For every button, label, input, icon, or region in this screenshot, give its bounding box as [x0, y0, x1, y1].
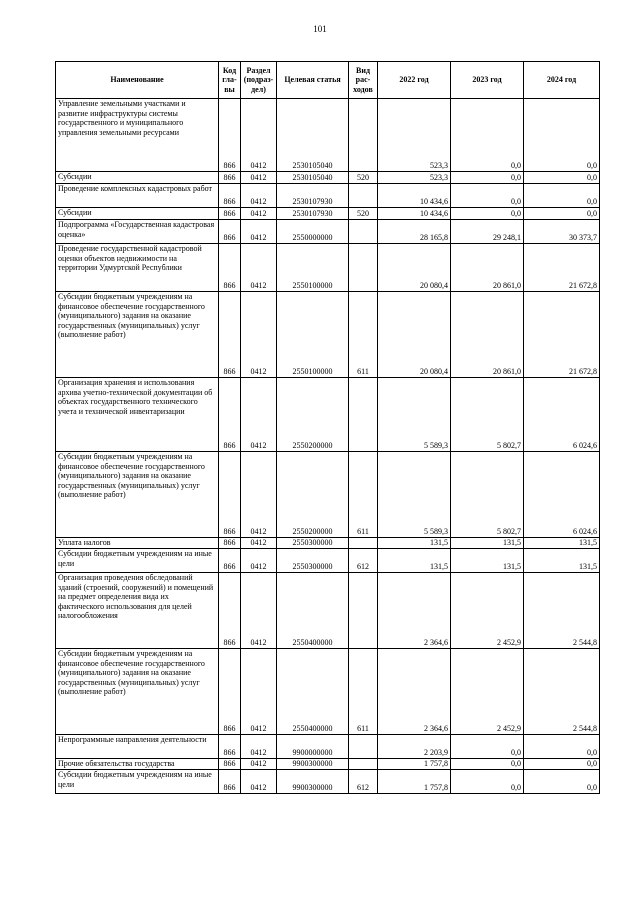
table-row: [56, 735, 600, 759]
row-value-2024: 0,0: [524, 172, 600, 184]
row-name: Субсидии бюджетным учреждениям на финансовое обеспечение государственного (муниципального) задания на оказание государственных (муниципальных) услуг (выполнение работ): [56, 649, 219, 735]
row-name: Управление земельными участками и развитие инфраструктуры системы государственного и муниципального управления земельными ресурсами: [56, 99, 219, 172]
row-expense-type: 611: [349, 452, 378, 538]
row-target: 9900300000: [277, 770, 349, 794]
table-row: [56, 220, 600, 244]
header-expense-type: Вид рас- ходов: [349, 62, 378, 99]
row-value-2023: 0,0: [451, 735, 524, 759]
row-value-2022: 5 589,3: [378, 452, 451, 538]
row-expense-type: 611: [349, 649, 378, 735]
row-section: 0412: [241, 292, 277, 378]
row-name: Организация хранения и использования архива учетно-технической документации об объектах государственного технического учета и технической инвентаризации: [56, 378, 219, 452]
row-value-2023: 2 452,9: [451, 649, 524, 735]
row-section: 0412: [241, 759, 277, 770]
row-expense-type: [349, 184, 378, 208]
row-name: Организация проведения обследований зданий (строений, сооружений) и помещений на предмет определения вида их фактического использования для целей налогообложения: [56, 573, 219, 649]
row-value-2024: 0,0: [524, 759, 600, 770]
row-code: 866: [219, 220, 241, 244]
row-value-2023: 2 452,9: [451, 573, 524, 649]
table-row: [56, 549, 600, 573]
row-code: 866: [219, 172, 241, 184]
row-expense-type: [349, 759, 378, 770]
row-value-2022: 1 757,8: [378, 770, 451, 794]
row-code: 866: [219, 538, 241, 549]
row-name: Подпрограмма «Государственная кадастровая оценка»: [56, 220, 219, 244]
row-value-2023: 29 248,1: [451, 220, 524, 244]
row-section: 0412: [241, 220, 277, 244]
row-value-2024: 2 544,8: [524, 649, 600, 735]
row-expense-type: 520: [349, 208, 378, 220]
table-row: [56, 573, 600, 649]
row-section: 0412: [241, 452, 277, 538]
row-code: 866: [219, 244, 241, 292]
row-expense-type: [349, 220, 378, 244]
header-2022: 2022 год: [378, 62, 451, 99]
row-value-2023: 0,0: [451, 208, 524, 220]
row-section: 0412: [241, 549, 277, 573]
row-value-2022: 131,5: [378, 549, 451, 573]
row-code: 866: [219, 452, 241, 538]
row-expense-type: [349, 99, 378, 172]
row-target: 2550400000: [277, 649, 349, 735]
row-value-2022: 2 364,6: [378, 573, 451, 649]
row-code: 866: [219, 759, 241, 770]
row-value-2023: 0,0: [451, 759, 524, 770]
row-code: 866: [219, 99, 241, 172]
row-value-2023: 0,0: [451, 770, 524, 794]
row-target: 2550300000: [277, 538, 349, 549]
page-number: 101: [313, 24, 327, 34]
header-2023: 2023 год: [451, 62, 524, 99]
table-row: [56, 184, 600, 208]
table-row: [56, 208, 600, 220]
row-target: 2530105040: [277, 99, 349, 172]
row-target: 2550300000: [277, 549, 349, 573]
table-row: [56, 378, 600, 452]
row-expense-type: [349, 573, 378, 649]
row-value-2024: 0,0: [524, 208, 600, 220]
row-name: Уплата налогов: [56, 538, 219, 549]
row-target: 2550200000: [277, 452, 349, 538]
table-row: [56, 244, 600, 292]
row-expense-type: 612: [349, 770, 378, 794]
row-value-2022: 1 757,8: [378, 759, 451, 770]
table-row: [56, 99, 600, 172]
table-row: [56, 172, 600, 184]
row-value-2023: 20 861,0: [451, 292, 524, 378]
table-row: [56, 292, 600, 378]
row-code: 866: [219, 292, 241, 378]
row-value-2024: 0,0: [524, 735, 600, 759]
row-section: 0412: [241, 770, 277, 794]
row-name: Субсидии бюджетным учреждениям на иные цели: [56, 770, 219, 794]
table-row: [56, 452, 600, 538]
row-value-2022: 20 080,4: [378, 292, 451, 378]
row-target: 9900300000: [277, 759, 349, 770]
row-expense-type: [349, 244, 378, 292]
row-value-2023: 5 802,7: [451, 378, 524, 452]
row-value-2023: 131,5: [451, 538, 524, 549]
row-value-2022: 28 165,8: [378, 220, 451, 244]
row-name: Субсидии: [56, 172, 219, 184]
row-code: 866: [219, 184, 241, 208]
row-value-2024: 6 024,6: [524, 452, 600, 538]
row-value-2022: 5 589,3: [378, 378, 451, 452]
row-section: 0412: [241, 244, 277, 292]
table-row: [56, 770, 600, 794]
header-2024: 2024 год: [524, 62, 600, 99]
row-value-2023: 131,5: [451, 549, 524, 573]
row-value-2022: 20 080,4: [378, 244, 451, 292]
row-section: 0412: [241, 573, 277, 649]
row-value-2024: 21 672,8: [524, 292, 600, 378]
table-row: [56, 538, 600, 549]
header-code: Код гла- вы: [219, 62, 241, 99]
row-value-2023: 20 861,0: [451, 244, 524, 292]
row-section: 0412: [241, 735, 277, 759]
row-code: 866: [219, 573, 241, 649]
row-code: 866: [219, 549, 241, 573]
row-value-2022: 10 434,6: [378, 208, 451, 220]
header-name: Наименование: [56, 62, 219, 99]
table-header-row: [56, 62, 600, 99]
row-value-2023: 5 802,7: [451, 452, 524, 538]
row-name: Субсидии бюджетным учреждениям на иные цели: [56, 549, 219, 573]
row-value-2022: 2 364,6: [378, 649, 451, 735]
row-expense-type: 611: [349, 292, 378, 378]
row-value-2024: 21 672,8: [524, 244, 600, 292]
row-name: Субсидии бюджетным учреждениям на финансовое обеспечение государственного (муниципального) задания на оказание государственных (муниципальных) услуг (выполнение работ): [56, 452, 219, 538]
row-target: 2550400000: [277, 573, 349, 649]
row-target: 2550100000: [277, 244, 349, 292]
row-value-2024: 0,0: [524, 99, 600, 172]
row-target: 2530105040: [277, 172, 349, 184]
row-name: Проведение комплексных кадастровых работ: [56, 184, 219, 208]
row-code: 866: [219, 208, 241, 220]
row-section: 0412: [241, 208, 277, 220]
row-code: 866: [219, 649, 241, 735]
row-value-2024: 131,5: [524, 538, 600, 549]
row-value-2023: 0,0: [451, 184, 524, 208]
row-code: 866: [219, 770, 241, 794]
row-code: 866: [219, 735, 241, 759]
row-target: 2550200000: [277, 378, 349, 452]
row-value-2024: 30 373,7: [524, 220, 600, 244]
row-expense-type: [349, 378, 378, 452]
row-value-2023: 0,0: [451, 172, 524, 184]
row-value-2022: 523,3: [378, 172, 451, 184]
row-name: Субсидии бюджетным учреждениям на финансовое обеспечение государственного (муниципального) задания на оказание государственных (муниципальных) услуг (выполнение работ): [56, 292, 219, 378]
budget-table: [55, 61, 600, 794]
row-value-2024: 6 024,6: [524, 378, 600, 452]
row-target: 2530107930: [277, 208, 349, 220]
row-section: 0412: [241, 378, 277, 452]
row-section: 0412: [241, 184, 277, 208]
row-expense-type: [349, 538, 378, 549]
row-value-2024: 0,0: [524, 184, 600, 208]
row-section: 0412: [241, 172, 277, 184]
row-value-2022: 131,5: [378, 538, 451, 549]
row-code: 866: [219, 378, 241, 452]
row-expense-type: [349, 735, 378, 759]
row-name: Субсидии: [56, 208, 219, 220]
header-section: Раздел (подраз- дел): [241, 62, 277, 99]
row-section: 0412: [241, 99, 277, 172]
row-expense-type: 612: [349, 549, 378, 573]
row-section: 0412: [241, 649, 277, 735]
row-value-2024: 2 544,8: [524, 573, 600, 649]
row-value-2024: 0,0: [524, 770, 600, 794]
row-target: 2530107930: [277, 184, 349, 208]
row-target: 2550000000: [277, 220, 349, 244]
row-value-2022: 10 434,6: [378, 184, 451, 208]
row-target: 9900000000: [277, 735, 349, 759]
row-name: Проведение государственной кадастровой оценки объектов недвижимости на территории Удмуртской Республики: [56, 244, 219, 292]
row-value-2023: 0,0: [451, 99, 524, 172]
table-row: [56, 759, 600, 770]
row-section: 0412: [241, 538, 277, 549]
row-name: Прочие обязательства государства: [56, 759, 219, 770]
row-expense-type: 520: [349, 172, 378, 184]
header-target: Целевая статья: [277, 62, 349, 99]
row-value-2022: 2 203,9: [378, 735, 451, 759]
table-row: [56, 649, 600, 735]
row-target: 2550100000: [277, 292, 349, 378]
row-value-2024: 131,5: [524, 549, 600, 573]
row-value-2022: 523,3: [378, 99, 451, 172]
row-name: Непрограммные направления деятельности: [56, 735, 219, 759]
